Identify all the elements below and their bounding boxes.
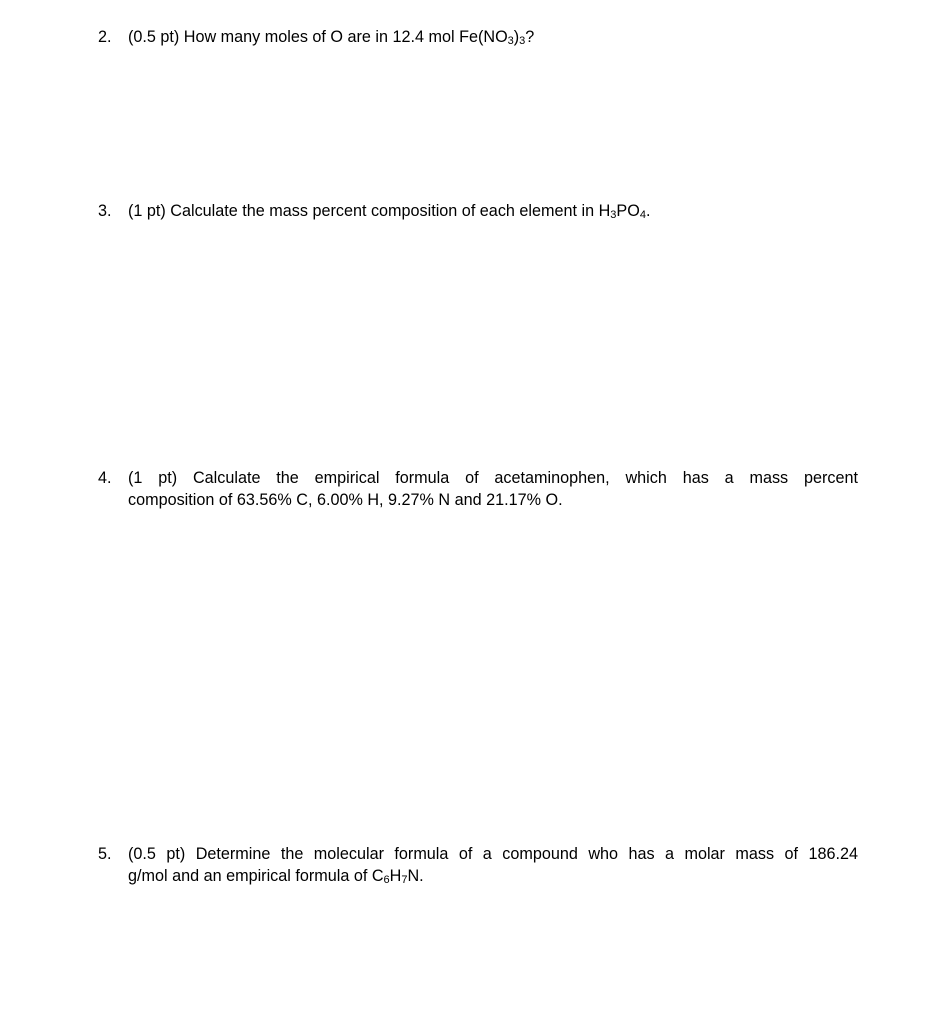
question-text: (0.5 pt) How many moles of O are in 12.4 mol Fe(NO3)3?: [128, 28, 535, 47]
question-points: (0.5 pt): [128, 845, 186, 863]
question-text: [128, 843, 858, 887]
question-5: [98, 843, 858, 887]
question-line-1: (1 pt) Calculate the empirical formula of acetaminophen, which has a mass percent: [128, 469, 858, 487]
question-points: (1 pt): [128, 469, 178, 487]
question-number: 4.: [98, 469, 112, 487]
question-3: [98, 200, 858, 222]
question-text: [128, 467, 858, 511]
question-line-2: composition of 63.56% C, 6.00% H, 9.27% N and 21.17% O.: [128, 491, 563, 509]
question-points: (0.5 pt): [128, 28, 180, 46]
question-number: 3.: [98, 202, 112, 220]
question-text: (1 pt) Calculate the mass percent composition of each element in H3PO4.: [128, 202, 651, 221]
question-number: 5.: [98, 845, 112, 863]
question-line-1: (0.5 pt) Determine the molecular formula of a compound who has a molar mass of 186.24: [128, 845, 858, 863]
question-2: [98, 26, 858, 48]
chemical-formula: Fe(NO3)3?: [459, 28, 535, 47]
question-number: 2.: [98, 28, 112, 46]
question-4: [98, 467, 858, 511]
chemical-formula: H3PO4.: [598, 202, 651, 221]
question-points: (1 pt): [128, 202, 166, 220]
question-line-2: g/mol and an empirical formula of C6H7N.: [128, 867, 424, 886]
